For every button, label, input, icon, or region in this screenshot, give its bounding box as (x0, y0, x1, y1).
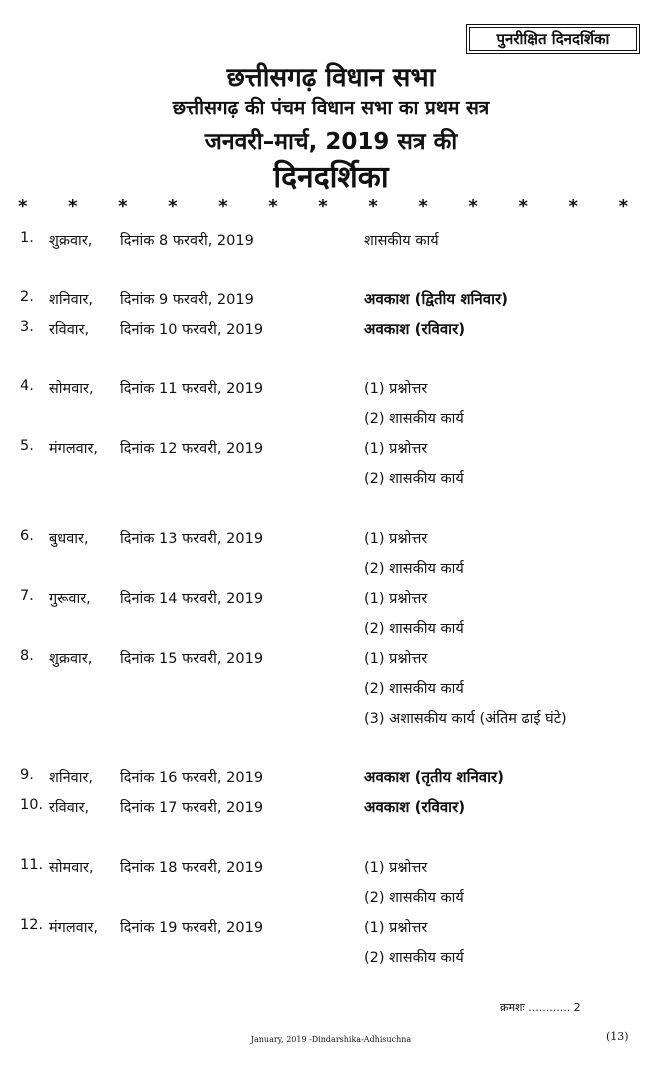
schedule-entry (0, 289, 662, 313)
revised-badge (466, 24, 640, 54)
star: * (168, 196, 178, 217)
entry-number: 9. (20, 767, 34, 783)
entry-day: शनिवार, (49, 770, 94, 786)
entry-day: सोमवार, (49, 860, 94, 876)
schedule-entry (0, 767, 662, 791)
source-footer: January, 2019 -Dindarshika-Adhisuchna (250, 1035, 412, 1044)
entry-date: दिनांक 18 फरवरी, 2019 (120, 860, 264, 876)
entry-number: 6. (20, 528, 34, 544)
entry-number: 8. (20, 648, 34, 664)
schedule-entry (0, 438, 662, 487)
entry-activity: (2) शासकीय कार्य (364, 621, 464, 637)
entry-date: दिनांक 17 फरवरी, 2019 (120, 800, 264, 816)
session-period: जनवरी–मार्च, 2019 सत्र की (204, 129, 458, 155)
entry-activity: (1) प्रश्नोत्तर (364, 591, 428, 607)
entry-activity: अवकाश (रविवार) (364, 798, 466, 816)
entry-activity: (1) प्रश्नोत्तर (364, 860, 428, 876)
entry-number: 4. (20, 378, 34, 394)
document-subtitle: छत्तीसगढ़ की पंचम विधान सभा का प्रथम सत्र (172, 97, 490, 119)
entry-activity: अवकाश (द्वितीय शनिवार) (364, 290, 508, 308)
entry-day: मंगलवार, (49, 920, 99, 936)
star: * (568, 196, 578, 217)
entry-date: दिनांक 15 फरवरी, 2019 (120, 651, 264, 667)
entry-day: शुक्रवार, (49, 233, 93, 249)
entry-activity: शासकीय कार्य (364, 233, 439, 249)
entry-activity: (1) प्रश्नोत्तर (364, 920, 428, 936)
entry-activity: (2) शासकीय कार्य (364, 681, 464, 697)
entry-number: 7. (20, 588, 34, 604)
entry-day: शुक्रवार, (49, 651, 93, 667)
entry-date: दिनांक 19 फरवरी, 2019 (120, 920, 264, 936)
entry-day: मंगलवार, (49, 441, 99, 457)
entry-date: दिनांक 11 फरवरी, 2019 (120, 381, 264, 397)
entry-activity: (2) शासकीय कार्य (364, 561, 464, 577)
entry-activity: अवकाश (रविवार) (364, 320, 466, 338)
entry-date: दिनांक 8 फरवरी, 2019 (120, 233, 254, 249)
star: * (418, 196, 428, 217)
entry-date: दिनांक 10 फरवरी, 2019 (120, 322, 264, 338)
entry-number: 2. (20, 289, 34, 305)
entry-activity: (1) प्रश्नोत्तर (364, 651, 428, 667)
page-number: (13) (606, 1030, 629, 1043)
entry-day: रविवार, (49, 322, 90, 338)
schedule-entry (0, 797, 662, 821)
schedule-entry (0, 857, 662, 906)
entry-number: 12. (20, 917, 44, 933)
entry-activity: (2) शासकीय कार्य (364, 411, 464, 427)
schedule-entry (0, 648, 662, 727)
entry-activity: (1) प्रश्नोत्तर (364, 531, 428, 547)
schedule-entry (0, 319, 662, 343)
entry-activity: अवकाश (तृतीय शनिवार) (364, 768, 505, 786)
entry-number: 11. (20, 857, 44, 873)
entry-activity: (2) शासकीय कार्य (364, 471, 464, 487)
star: * (618, 196, 628, 217)
entry-activity: (1) प्रश्नोत्तर (364, 441, 428, 457)
entry-date: दिनांक 12 फरवरी, 2019 (120, 441, 264, 457)
schedule-entry (0, 378, 662, 427)
star: * (18, 196, 28, 217)
star-divider (18, 196, 628, 216)
entry-date: दिनांक 13 फरवरी, 2019 (120, 531, 264, 547)
revised-badge-label: पुनरीक्षित दिनदर्शिका (469, 27, 637, 51)
star: * (268, 196, 278, 217)
star: * (468, 196, 478, 217)
entry-number: 10. (20, 797, 44, 813)
entry-date: दिनांक 9 फरवरी, 2019 (120, 292, 254, 308)
entry-date: दिनांक 14 फरवरी, 2019 (120, 591, 264, 607)
entry-activity: (3) अशासकीय कार्य (अंतिम ढाई घंटे) (364, 711, 567, 727)
entry-date: दिनांक 16 फरवरी, 2019 (120, 770, 264, 786)
schedule-entry (0, 917, 662, 966)
schedule-entry (0, 588, 662, 637)
document-title: छत्तीसगढ़ विधान सभा (226, 63, 436, 93)
entry-day: रविवार, (49, 800, 90, 816)
star: * (68, 196, 78, 217)
star: * (218, 196, 228, 217)
entry-day: शनिवार, (49, 292, 94, 308)
entry-day: गुरूवार, (49, 591, 91, 607)
star: * (318, 196, 328, 217)
schedule-entry (0, 528, 662, 577)
star: * (518, 196, 528, 217)
entry-number: 1. (20, 230, 34, 246)
entry-activity: (1) प्रश्नोत्तर (364, 381, 428, 397)
entry-day: सोमवार, (49, 381, 94, 397)
entry-number: 3. (20, 319, 34, 335)
document-heading: दिनदर्शिका (273, 160, 389, 195)
star: * (368, 196, 378, 217)
schedule-entry (0, 230, 662, 254)
entry-activity: (2) शासकीय कार्य (364, 950, 464, 966)
star: * (118, 196, 128, 217)
continued-note: क्रमशः ............ 2 (500, 1001, 581, 1014)
entry-day: बुधवार, (49, 531, 89, 547)
entry-number: 5. (20, 438, 34, 454)
entry-activity: (2) शासकीय कार्य (364, 890, 464, 906)
